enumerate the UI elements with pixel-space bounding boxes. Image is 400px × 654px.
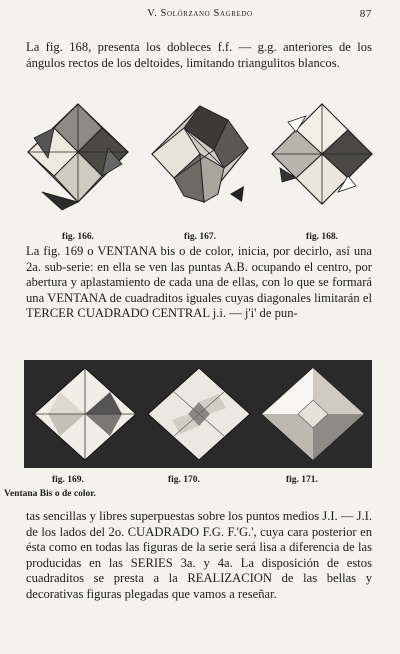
paragraph-2: La fig. 169 o VENTANA bis o de color, inicia, por decirlo, así una 2a. sub-serie: en ella se ven las puntas A.B. ocupando el centro, por abertura y aplastamiento de cada una de ellas, con lo que se formará una VENTANA de cuadraditos iguales cuyas diagonales limitarán el TERCER CUADRADO CENTRAL j.i. — j'i' de pun- bbox=[26, 244, 372, 320]
figure-170-caption: fig. 170. bbox=[168, 475, 200, 485]
figure-166-caption: fig. 166. bbox=[62, 232, 94, 242]
figure-row-top bbox=[18, 98, 382, 242]
figure-171-caption: fig. 171. bbox=[286, 475, 318, 485]
figure-168-drawing bbox=[266, 98, 378, 226]
figure-167 bbox=[140, 98, 260, 228]
figure-169-photo bbox=[30, 364, 140, 464]
figure-170-photo bbox=[144, 364, 254, 464]
figure-168-caption: fig. 168. bbox=[306, 232, 338, 242]
figure-168 bbox=[262, 98, 382, 228]
running-header bbox=[0, 8, 400, 24]
figure-photo-strip bbox=[24, 360, 372, 468]
paragraph-3: tas sencillas y libres superpuestas sobre los puntos medios J.I. — J.I. de los lados del 2o. CUADRADO F.G. F.'G.', cuya cara posterior en ésta como en todas las figuras de la serie será lisa a diferencia de las producidas en las SERIES 3a. y 4a. La disposición de estos cuadraditos se presta a la REALIZACION de las bellas y decorativas figuras plegadas que vamos a reseñar. bbox=[26, 509, 372, 601]
figure-169-caption: fig. 169. bbox=[52, 475, 84, 485]
header-author: V. Solórzano Sagredo bbox=[147, 8, 253, 19]
page-number: 87 bbox=[359, 8, 372, 20]
figure-166 bbox=[18, 98, 138, 228]
figure-171-photo bbox=[258, 364, 368, 464]
figure-subcaption: Ventana Bis o de color. bbox=[4, 489, 96, 499]
figure-166-drawing bbox=[22, 98, 134, 226]
figure-167-drawing bbox=[144, 98, 256, 226]
figure-167-caption: fig. 167. bbox=[184, 232, 216, 242]
paragraph-1: La fig. 168, presenta los dobleces f.f. — g.g. anteriores de los ángulos rectos de los deltoides, limitando triangulitos blancos. bbox=[26, 40, 372, 70]
